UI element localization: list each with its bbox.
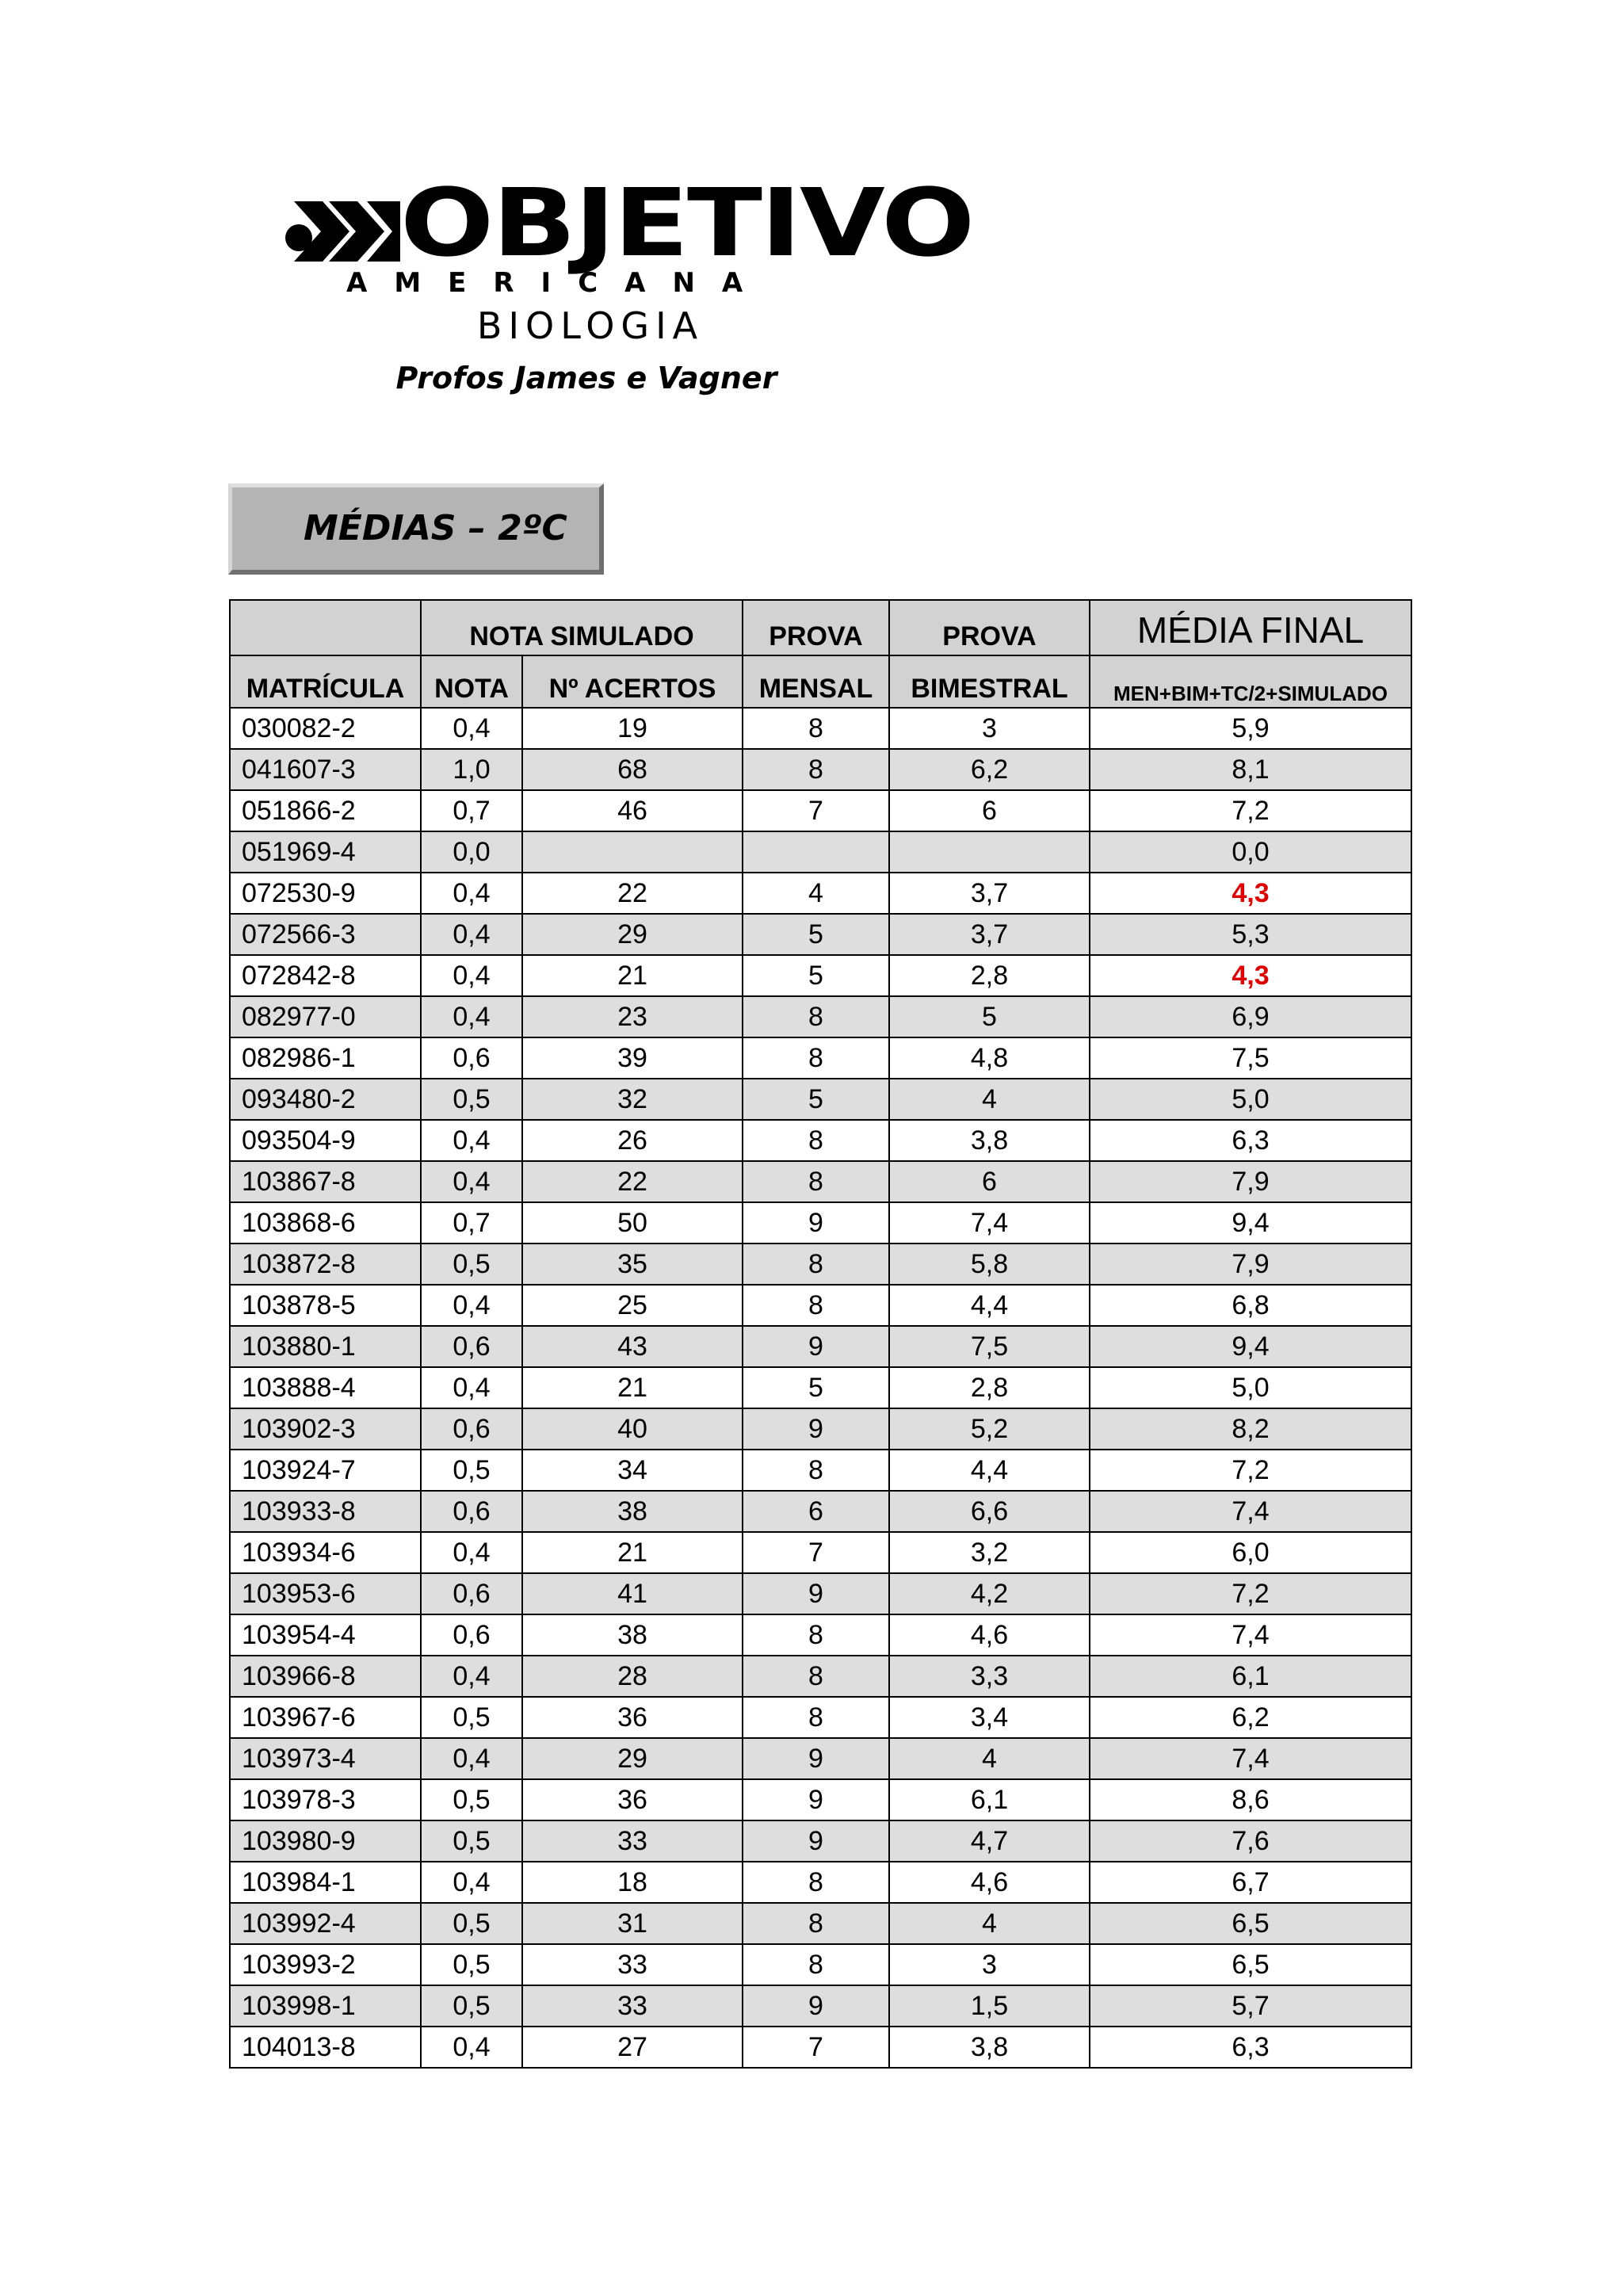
- cell-mensal: 9: [743, 1738, 889, 1779]
- cell-matricula: 103980-9: [230, 1820, 421, 1862]
- table-row: [230, 1697, 1411, 1738]
- cell-matricula: 103966-8: [230, 1656, 421, 1697]
- table-row: [230, 1779, 1411, 1820]
- cell-media-final: 5,0: [1090, 1079, 1411, 1120]
- cell-matricula: 093504-9: [230, 1120, 421, 1161]
- cell-nota: 0,5: [421, 1697, 522, 1738]
- table-row: [230, 1450, 1411, 1491]
- cell-mensal: [743, 831, 889, 873]
- cell-bimestral: 6,6: [889, 1491, 1090, 1532]
- cell-mensal: 8: [743, 996, 889, 1037]
- cell-mensal: 8: [743, 1120, 889, 1161]
- cell-mensal: 8: [743, 708, 889, 749]
- cell-nota: 0,6: [421, 1408, 522, 1450]
- cell-bimestral: 4: [889, 1738, 1090, 1779]
- cell-bimestral: 3,3: [889, 1656, 1090, 1697]
- cell-nota: 0,4: [421, 955, 522, 996]
- cell-nota: 0,4: [421, 708, 522, 749]
- table-row: [230, 831, 1411, 873]
- table-row: [230, 996, 1411, 1037]
- cell-matricula: 103967-6: [230, 1697, 421, 1738]
- header-row-top: [230, 600, 1411, 655]
- cell-matricula: 103978-3: [230, 1779, 421, 1820]
- cell-bimestral: 4: [889, 1079, 1090, 1120]
- cell-matricula: 051866-2: [230, 790, 421, 831]
- cell-media-final: 6,3: [1090, 2027, 1411, 2068]
- cell-bimestral: 6,2: [889, 749, 1090, 790]
- cell-mensal: 5: [743, 1367, 889, 1408]
- cell-bimestral: 4: [889, 1903, 1090, 1944]
- cell-media-final: 7,2: [1090, 790, 1411, 831]
- cell-nota: 0,4: [421, 1656, 522, 1697]
- table-row: [230, 1408, 1411, 1450]
- cell-media-final: 6,5: [1090, 1903, 1411, 1944]
- cell-mensal: 9: [743, 1779, 889, 1820]
- cell-nota: 0,5: [421, 1779, 522, 1820]
- cell-acertos: 38: [522, 1614, 743, 1656]
- cell-nota: 0,4: [421, 1738, 522, 1779]
- school-logo: [281, 168, 974, 306]
- cell-mensal: 4: [743, 873, 889, 914]
- cell-acertos: 18: [522, 1862, 743, 1903]
- cell-matricula: 030082-2: [230, 708, 421, 749]
- cell-bimestral: 1,5: [889, 1985, 1090, 2027]
- cell-acertos: 32: [522, 1079, 743, 1120]
- cell-matricula: 103993-2: [230, 1944, 421, 1985]
- cell-media-final: 8,2: [1090, 1408, 1411, 1450]
- cell-bimestral: 7,5: [889, 1326, 1090, 1367]
- header-media-final: MÉDIA FINAL: [1090, 600, 1411, 655]
- cell-bimestral: 3,2: [889, 1532, 1090, 1573]
- cell-matricula: 103888-4: [230, 1367, 421, 1408]
- table-row: [230, 1738, 1411, 1779]
- cell-matricula: 103954-4: [230, 1614, 421, 1656]
- cell-matricula: 103867-8: [230, 1161, 421, 1202]
- cell-bimestral: 5: [889, 996, 1090, 1037]
- cell-nota: 0,4: [421, 1161, 522, 1202]
- cell-mensal: 8: [743, 1614, 889, 1656]
- cell-matricula: 072566-3: [230, 914, 421, 955]
- table-row: [230, 790, 1411, 831]
- cell-nota: 0,7: [421, 1202, 522, 1244]
- cell-nota: 0,5: [421, 1820, 522, 1862]
- table-row: [230, 1079, 1411, 1120]
- cell-nota: 0,4: [421, 914, 522, 955]
- header-formula: MEN+BIM+TC/2+SIMULADO: [1090, 655, 1411, 708]
- cell-acertos: 33: [522, 1944, 743, 1985]
- cell-acertos: 22: [522, 1161, 743, 1202]
- cell-media-final: 8,1: [1090, 749, 1411, 790]
- cell-bimestral: 4,7: [889, 1820, 1090, 1862]
- cell-media-final: 6,0: [1090, 1532, 1411, 1573]
- cell-mensal: 9: [743, 1326, 889, 1367]
- cell-acertos: 33: [522, 1985, 743, 2027]
- cell-acertos: 29: [522, 914, 743, 955]
- cell-bimestral: 3: [889, 1944, 1090, 1985]
- cell-bimestral: 4,8: [889, 1037, 1090, 1079]
- cell-mensal: 5: [743, 1079, 889, 1120]
- cell-media-final: 6,5: [1090, 1944, 1411, 1985]
- cell-acertos: 46: [522, 790, 743, 831]
- cell-bimestral: 2,8: [889, 1367, 1090, 1408]
- cell-bimestral: 3,8: [889, 2027, 1090, 2068]
- cell-acertos: 21: [522, 1532, 743, 1573]
- cell-bimestral: 3,7: [889, 914, 1090, 955]
- cell-nota: 1,0: [421, 749, 522, 790]
- cell-nota: 0,6: [421, 1037, 522, 1079]
- cell-media-final: 7,5: [1090, 1037, 1411, 1079]
- header-prova-1: PROVA: [743, 600, 889, 655]
- cell-mensal: 9: [743, 1820, 889, 1862]
- cell-acertos: 68: [522, 749, 743, 790]
- logo-wordmark: OBJETIVO: [400, 168, 974, 277]
- header-bimestral: BIMESTRAL: [889, 655, 1090, 708]
- table-row: [230, 873, 1411, 914]
- cell-media-final: 6,8: [1090, 1285, 1411, 1326]
- cell-bimestral: 3,8: [889, 1120, 1090, 1161]
- cell-media-final: 5,0: [1090, 1367, 1411, 1408]
- cell-media-final: 6,3: [1090, 1120, 1411, 1161]
- cell-acertos: 41: [522, 1573, 743, 1614]
- header-prova-2: PROVA: [889, 600, 1090, 655]
- cell-media-final: 0,0: [1090, 831, 1411, 873]
- cell-matricula: 103933-8: [230, 1491, 421, 1532]
- table-row: [230, 1573, 1411, 1614]
- cell-nota: 0,6: [421, 1573, 522, 1614]
- cell-nota: 0,4: [421, 1862, 522, 1903]
- cell-mensal: 8: [743, 1161, 889, 1202]
- cell-matricula: 103992-4: [230, 1903, 421, 1944]
- cell-matricula: 051969-4: [230, 831, 421, 873]
- cell-nota: 0,6: [421, 1326, 522, 1367]
- cell-matricula: 103880-1: [230, 1326, 421, 1367]
- cell-acertos: 31: [522, 1903, 743, 1944]
- cell-media-final: 5,9: [1090, 708, 1411, 749]
- cell-acertos: 39: [522, 1037, 743, 1079]
- cell-acertos: 27: [522, 2027, 743, 2068]
- cell-matricula: 082977-0: [230, 996, 421, 1037]
- cell-acertos: 29: [522, 1738, 743, 1779]
- cell-bimestral: 4,4: [889, 1450, 1090, 1491]
- cell-nota: 0,0: [421, 831, 522, 873]
- table-row: [230, 1120, 1411, 1161]
- cell-acertos: 38: [522, 1491, 743, 1532]
- cell-matricula: 103998-1: [230, 1985, 421, 2027]
- cell-acertos: 40: [522, 1408, 743, 1450]
- cell-matricula: 103924-7: [230, 1450, 421, 1491]
- cell-acertos: 43: [522, 1326, 743, 1367]
- cell-acertos: 21: [522, 955, 743, 996]
- cell-mensal: 5: [743, 955, 889, 996]
- cell-bimestral: 6: [889, 1161, 1090, 1202]
- cell-mensal: 9: [743, 1985, 889, 2027]
- logo-chevrons-icon: [281, 192, 400, 271]
- cell-matricula: 103934-6: [230, 1532, 421, 1573]
- cell-mensal: 9: [743, 1408, 889, 1450]
- cell-mensal: 5: [743, 914, 889, 955]
- cell-mensal: 8: [743, 1903, 889, 1944]
- cell-mensal: 8: [743, 749, 889, 790]
- cell-mensal: 8: [743, 1944, 889, 1985]
- cell-matricula: 103984-1: [230, 1862, 421, 1903]
- cell-acertos: 25: [522, 1285, 743, 1326]
- cell-nota: 0,6: [421, 1614, 522, 1656]
- cell-media-final: 4,3: [1090, 955, 1411, 996]
- cell-bimestral: 7,4: [889, 1202, 1090, 1244]
- cell-media-final: 7,4: [1090, 1491, 1411, 1532]
- cell-bimestral: 6: [889, 790, 1090, 831]
- table-row: [230, 1285, 1411, 1326]
- teachers-line: Profos James e Vagner: [395, 361, 777, 395]
- cell-mensal: 9: [743, 1573, 889, 1614]
- cell-media-final: 5,7: [1090, 1985, 1411, 2027]
- cell-bimestral: 2,8: [889, 955, 1090, 996]
- cell-mensal: 7: [743, 790, 889, 831]
- table-row: [230, 1820, 1411, 1862]
- cell-bimestral: 3,7: [889, 873, 1090, 914]
- header-row-bottom: [230, 655, 1411, 708]
- table-row: [230, 708, 1411, 749]
- cell-media-final: 6,9: [1090, 996, 1411, 1037]
- table-row: [230, 1532, 1411, 1573]
- cell-mensal: 7: [743, 2027, 889, 2068]
- cell-nota: 0,4: [421, 873, 522, 914]
- cell-matricula: 072530-9: [230, 873, 421, 914]
- cell-nota: 0,5: [421, 1985, 522, 2027]
- cell-nota: 0,7: [421, 790, 522, 831]
- cell-nota: 0,5: [421, 1244, 522, 1285]
- table-row: [230, 1656, 1411, 1697]
- cell-nota: 0,4: [421, 1367, 522, 1408]
- table-row: [230, 1367, 1411, 1408]
- header-mensal: MENSAL: [743, 655, 889, 708]
- cell-matricula: 041607-3: [230, 749, 421, 790]
- cell-nota: 0,4: [421, 1120, 522, 1161]
- cell-mensal: 6: [743, 1491, 889, 1532]
- cell-bimestral: 6,1: [889, 1779, 1090, 1820]
- cell-media-final: 6,2: [1090, 1697, 1411, 1738]
- cell-matricula: 103973-4: [230, 1738, 421, 1779]
- cell-acertos: 22: [522, 873, 743, 914]
- table-row: [230, 1862, 1411, 1903]
- table-row: [230, 1985, 1411, 2027]
- cell-acertos: 50: [522, 1202, 743, 1244]
- cell-matricula: 103872-8: [230, 1244, 421, 1285]
- cell-mensal: 7: [743, 1532, 889, 1573]
- header-nota: NOTA: [421, 655, 522, 708]
- cell-matricula: 103902-3: [230, 1408, 421, 1450]
- cell-mensal: 8: [743, 1244, 889, 1285]
- table-row: [230, 1903, 1411, 1944]
- cell-nota: 0,5: [421, 1079, 522, 1120]
- cell-media-final: 7,6: [1090, 1820, 1411, 1862]
- cell-media-final: 9,4: [1090, 1326, 1411, 1367]
- grades-table-body: [230, 708, 1411, 2068]
- cell-media-final: 8,6: [1090, 1779, 1411, 1820]
- header-acertos: Nº ACERTOS: [522, 655, 743, 708]
- cell-acertos: 36: [522, 1697, 743, 1738]
- cell-acertos: 28: [522, 1656, 743, 1697]
- page-title-plate: [228, 483, 604, 575]
- cell-acertos: 35: [522, 1244, 743, 1285]
- cell-matricula: 103953-6: [230, 1573, 421, 1614]
- table-row: [230, 2027, 1411, 2068]
- cell-media-final: 6,7: [1090, 1862, 1411, 1903]
- table-row: [230, 1326, 1411, 1367]
- cell-mensal: 8: [743, 1862, 889, 1903]
- cell-mensal: 9: [743, 1202, 889, 1244]
- cell-mensal: 8: [743, 1656, 889, 1697]
- table-row: [230, 1614, 1411, 1656]
- cell-acertos: 19: [522, 708, 743, 749]
- table-row: [230, 1944, 1411, 1985]
- cell-matricula: 082986-1: [230, 1037, 421, 1079]
- cell-acertos: 23: [522, 996, 743, 1037]
- cell-matricula: 104013-8: [230, 2027, 421, 2068]
- cell-acertos: 26: [522, 1120, 743, 1161]
- cell-matricula: 093480-2: [230, 1079, 421, 1120]
- table-row: [230, 914, 1411, 955]
- cell-bimestral: 4,6: [889, 1862, 1090, 1903]
- cell-nota: 0,5: [421, 1903, 522, 1944]
- cell-nota: 0,4: [421, 996, 522, 1037]
- cell-mensal: 8: [743, 1285, 889, 1326]
- table-row: [230, 1491, 1411, 1532]
- table-row: [230, 1161, 1411, 1202]
- cell-bimestral: 4,2: [889, 1573, 1090, 1614]
- page-title: MÉDIAS – 2ºC: [304, 508, 567, 548]
- cell-media-final: 6,1: [1090, 1656, 1411, 1697]
- cell-mensal: 8: [743, 1450, 889, 1491]
- cell-bimestral: 5,8: [889, 1244, 1090, 1285]
- subject-title: BIOLOGIA: [476, 304, 705, 347]
- cell-matricula: 103878-5: [230, 1285, 421, 1326]
- cell-bimestral: [889, 831, 1090, 873]
- cell-nota: 0,5: [421, 1944, 522, 1985]
- table-row: [230, 1037, 1411, 1079]
- cell-bimestral: 4,4: [889, 1285, 1090, 1326]
- cell-nota: 0,4: [421, 1285, 522, 1326]
- cell-media-final: 5,3: [1090, 914, 1411, 955]
- cell-media-final: 7,4: [1090, 1738, 1411, 1779]
- table-row: [230, 955, 1411, 996]
- cell-nota: 0,4: [421, 1532, 522, 1573]
- cell-media-final: 7,9: [1090, 1244, 1411, 1285]
- cell-acertos: 36: [522, 1779, 743, 1820]
- cell-nota: 0,4: [421, 2027, 522, 2068]
- cell-media-final: 7,9: [1090, 1161, 1411, 1202]
- logo-city: AMERICANA: [346, 267, 770, 299]
- cell-matricula: 072842-8: [230, 955, 421, 996]
- cell-acertos: 34: [522, 1450, 743, 1491]
- cell-bimestral: 4,6: [889, 1614, 1090, 1656]
- cell-media-final: 9,4: [1090, 1202, 1411, 1244]
- header-matricula: MATRÍCULA: [230, 655, 421, 708]
- cell-bimestral: 5,2: [889, 1408, 1090, 1450]
- header-nota-simulado: NOTA SIMULADO: [421, 600, 743, 655]
- cell-matricula: 103868-6: [230, 1202, 421, 1244]
- cell-media-final: 4,3: [1090, 873, 1411, 914]
- cell-acertos: 33: [522, 1820, 743, 1862]
- grades-table: [229, 599, 1412, 2069]
- cell-media-final: 7,4: [1090, 1614, 1411, 1656]
- table-row: [230, 749, 1411, 790]
- table-row: [230, 1244, 1411, 1285]
- cell-bimestral: 3,4: [889, 1697, 1090, 1738]
- cell-bimestral: 3: [889, 708, 1090, 749]
- header-empty-cell: [230, 600, 421, 655]
- cell-nota: 0,5: [421, 1450, 522, 1491]
- cell-acertos: 21: [522, 1367, 743, 1408]
- cell-mensal: 8: [743, 1037, 889, 1079]
- cell-mensal: 8: [743, 1697, 889, 1738]
- cell-media-final: 7,2: [1090, 1573, 1411, 1614]
- cell-media-final: 7,2: [1090, 1450, 1411, 1491]
- cell-nota: 0,6: [421, 1491, 522, 1532]
- cell-acertos: [522, 831, 743, 873]
- table-row: [230, 1202, 1411, 1244]
